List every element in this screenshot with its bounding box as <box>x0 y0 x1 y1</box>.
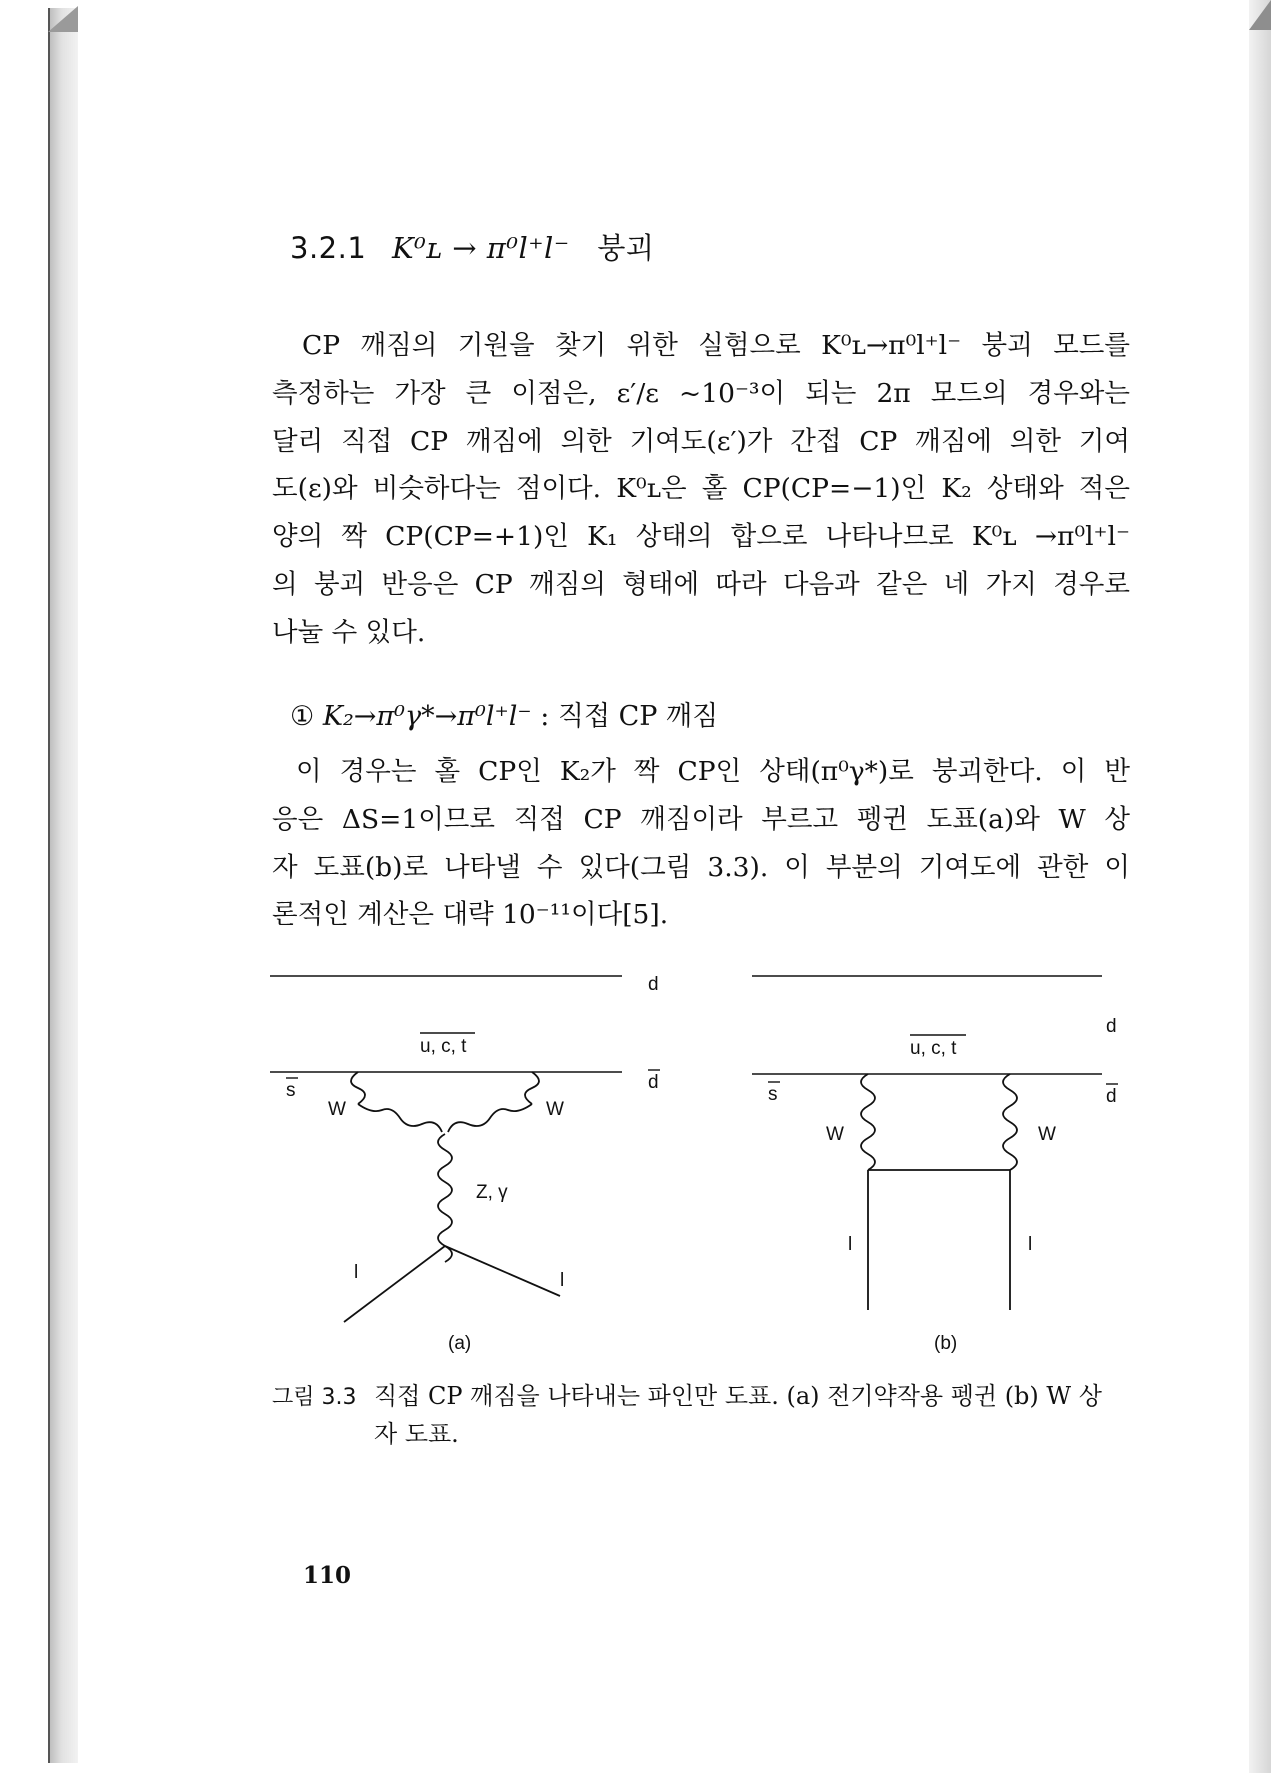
w-left-label: W <box>328 1099 346 1120</box>
section-formula: K⁰ʟ → π⁰l⁺l⁻ <box>392 231 570 265</box>
paragraph-line: 양의 짝 CP(CP=+1)인 K₁ 상태의 합으로 나타나므로 K⁰ʟ →π⁰l⁺l⁻ <box>272 521 1130 553</box>
w-boson-right <box>448 1072 539 1132</box>
boson-label: Z, γ <box>476 1182 508 1203</box>
spectator-quark-label: d <box>1106 1016 1117 1037</box>
section-heading <box>290 226 654 267</box>
case-label: : 직접 CP 깨짐 <box>540 701 719 732</box>
panel-label: (b) <box>934 1333 958 1354</box>
lepton-right-label: l <box>1028 1234 1033 1255</box>
lepton-left-line <box>344 1246 445 1322</box>
diagram-a-svg <box>270 960 690 1360</box>
outgoing-quark-label: d <box>1106 1086 1117 1107</box>
paragraph-line: 측정하는 가장 큰 이점은, ε′/ε ~10⁻³이 되는 2π 모드의 경우와는 <box>272 377 1130 409</box>
lepton-left-label: l <box>354 1262 359 1283</box>
paragraph-line: 도(ε)와 비슷하다는 점이다. K⁰ʟ은 홀 CP(CP=−1)인 K₂ 상태와 적은 <box>272 473 1130 505</box>
section-title: 붕괴 <box>597 231 655 265</box>
incoming-quark-label: s <box>286 1080 296 1101</box>
feynman-diagram-w-box <box>748 960 1148 1360</box>
lepton-right-label: l <box>560 1270 565 1291</box>
paragraph-line: 이 경우는 홀 CP인 K₂가 짝 CP인 상태(π⁰γ*)로 붕괴한다. 이 반 <box>296 756 1130 787</box>
loop-quark-label: u, c, t <box>420 1036 467 1057</box>
incoming-quark-label: s <box>768 1084 778 1105</box>
book-left-edge <box>48 8 80 1763</box>
panel-label: (a) <box>448 1333 472 1354</box>
w-boson-right <box>1003 1074 1017 1170</box>
case-heading <box>290 694 718 733</box>
spectator-quark-label: d <box>648 974 659 995</box>
paragraph-case <box>272 748 1130 939</box>
paragraph-line: 론적인 계산은 대략 10⁻¹¹이다[5]. <box>272 899 669 931</box>
paragraph-line: 나눌 수 있다. <box>272 616 426 648</box>
w-boson-left <box>861 1074 875 1170</box>
paragraph-line: 달리 직접 CP 깨짐에 의한 기여도(ε′)가 간접 CP 깨짐에 의한 기여 <box>272 425 1130 457</box>
paragraph-line: CP 깨짐의 기원을 찾기 위한 실험으로 K⁰ʟ→π⁰l⁺l⁻ 붕괴 모드를 <box>302 330 1130 361</box>
paragraph-intro <box>272 322 1130 657</box>
feynman-diagram-penguin <box>270 960 690 1360</box>
case-formula: K₂→π⁰γ*→π⁰l⁺l⁻ <box>322 701 532 732</box>
figure-caption <box>272 1378 1130 1452</box>
caption-text: 직접 CP 깨짐을 나타내는 파인만 도표. (a) 전기약작용 펭귄 (b) W 상 <box>374 1382 1102 1410</box>
w-right-label: W <box>546 1099 564 1120</box>
w-right-label: W <box>1038 1124 1056 1145</box>
z-photon-propagator <box>438 1134 452 1262</box>
paragraph-line: 자 도표(b)로 나타낼 수 있다(그림 3.3). 이 부분의 기여도에 관한 이 <box>272 851 1130 883</box>
lepton-right-line <box>445 1246 560 1296</box>
book-right-edge <box>1249 0 1271 1773</box>
lepton-left-label: l <box>848 1234 853 1255</box>
w-boson-left <box>351 1072 442 1132</box>
figure-number: 그림 3.3 <box>272 1385 357 1410</box>
paragraph-line: 응은 ΔS=1이므로 직접 CP 깨짐이라 부르고 펭귄 도표(a)와 W 상 <box>272 803 1130 835</box>
outgoing-quark-label: d <box>648 1072 659 1093</box>
diagram-b-svg <box>748 960 1148 1360</box>
section-number: 3.2.1 <box>290 231 367 265</box>
w-left-label: W <box>826 1124 844 1145</box>
loop-quark-label: u, c, t <box>910 1038 957 1059</box>
caption-text-continued: 자 도표. <box>374 1420 459 1448</box>
paragraph-line: 의 붕괴 반응은 CP 깨짐의 형태에 따라 다음과 같은 네 가지 경우로 <box>272 568 1130 600</box>
case-marker: ① <box>290 701 315 732</box>
page-number: 110 <box>303 1562 352 1589</box>
